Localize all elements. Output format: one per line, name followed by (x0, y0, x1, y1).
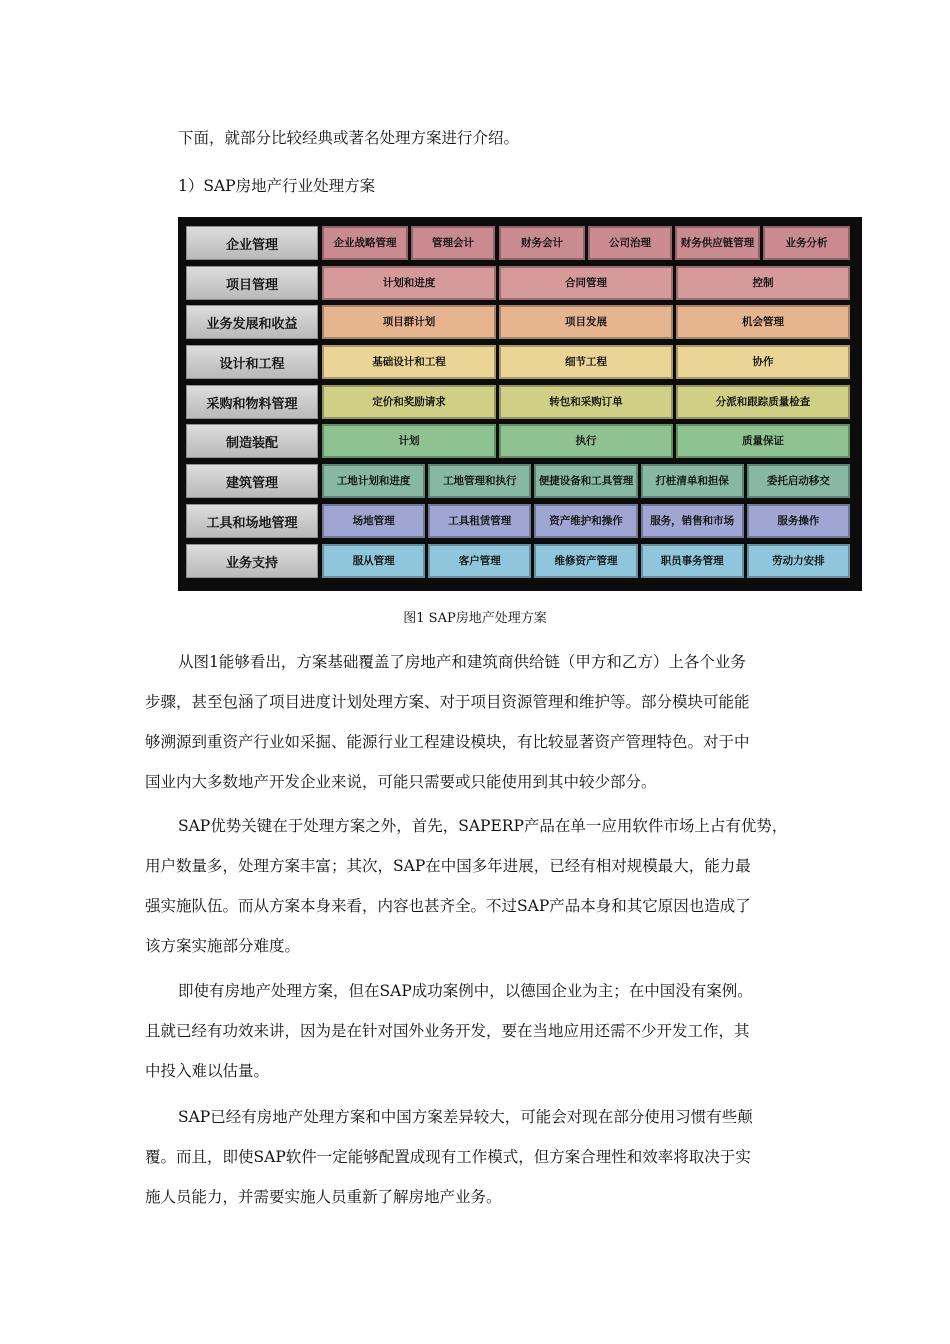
category-label: 制造装配 (186, 424, 318, 458)
solution-cell: 机会管理 (676, 305, 850, 339)
section-heading: 1）SAP房地产行业处理方案 (178, 177, 376, 195)
solution-cell: 财务供应链管理 (675, 226, 760, 260)
category-label: 项目管理 (186, 266, 318, 300)
paragraph-line: 强实施队伍。而从方案本身来看，内容也甚齐全。不过SAP产品本身和其它原因也造成了 (145, 897, 751, 915)
solution-cell: 质量保证 (676, 424, 850, 458)
intro-text: 下面，就部分比较经典或著名处理方案进行介绍。 (178, 129, 520, 147)
sap-solution-map-figure (178, 217, 862, 591)
solution-cell: 财务会计 (499, 226, 585, 260)
solution-cell: 企业战略管理 (322, 226, 408, 260)
solution-cell: 计划 (322, 424, 496, 458)
solution-cell: 项目群计划 (322, 305, 496, 339)
solution-cell: 定价和奖励请求 (322, 385, 496, 419)
solution-cell: 控制 (676, 266, 850, 300)
solution-cell: 场地管理 (322, 504, 425, 538)
paragraph-line: SAP优势关键在于处理方案之外，首先，SAPERP产品在单一应用软件市场上占有优势， (178, 817, 788, 835)
category-label: 企业管理 (186, 226, 318, 260)
solution-cell: 分派和跟踪质量检查 (676, 385, 850, 419)
paragraph-2 (145, 815, 810, 975)
paragraph-line: SAP已经有房地产处理方案和中国方案差异较大，可能会对现在部分使用习惯有些颠 (178, 1108, 753, 1126)
paragraph-line: 即使有房地产处理方案，但在SAP成功案例中，以德国企业为主；在中国没有案例。 (178, 982, 753, 1000)
solution-cell: 资产维护和操作 (534, 504, 637, 538)
paragraph-line: 从图1能够看出，方案基础覆盖了房地产和建筑商供给链（甲方和乙方）上各个业务 (178, 653, 746, 671)
solution-cell: 执行 (499, 424, 673, 458)
solution-cell: 工具租赁管理 (428, 504, 531, 538)
paragraph-4 (145, 1106, 810, 1226)
solution-cell: 工地管理和执行 (428, 464, 531, 498)
solution-cell: 维修资产管理 (534, 544, 637, 578)
solution-cell: 职员事务管理 (641, 544, 744, 578)
solution-cell: 便捷设备和工具管理 (534, 464, 637, 498)
figure-caption: 图1 SAP房地产处理方案 (403, 611, 547, 626)
paragraph-1 (145, 651, 810, 811)
paragraph-line: 覆。而且，即使SAP软件一定能够配置成现有工作模式，但方案合理性和效率将取决于实 (145, 1148, 751, 1166)
paragraph-line: 够溯源到重资产行业如采掘、能源行业工程建设模块，有比较显著资产管理特色。对于中 (145, 733, 750, 751)
solution-map-grid (182, 221, 854, 583)
solution-cell: 业务分析 (763, 226, 850, 260)
category-label: 业务发展和收益 (186, 305, 318, 339)
solution-cell: 计划和进度 (322, 266, 496, 300)
solution-cell: 基础设计和工程 (322, 345, 496, 379)
category-label: 建筑管理 (186, 464, 318, 498)
category-label: 工具和场地管理 (186, 504, 318, 538)
solution-cell: 协作 (676, 345, 850, 379)
solution-cell: 项目发展 (499, 305, 673, 339)
paragraph-3 (145, 980, 810, 1100)
solution-cell: 委托启动移交 (747, 464, 850, 498)
solution-cell: 服从管理 (322, 544, 425, 578)
solution-cell: 细节工程 (499, 345, 673, 379)
category-label: 设计和工程 (186, 345, 318, 379)
solution-cell: 服务操作 (747, 504, 850, 538)
solution-cell: 公司治理 (588, 226, 672, 260)
paragraph-line: 步骤，甚至包涵了项目进度计划处理方案、对于项目资源管理和维护等。部分模块可能能 (145, 693, 750, 711)
solution-cell: 转包和采购订单 (499, 385, 673, 419)
paragraph-line: 该方案实施部分难度。 (145, 937, 301, 955)
paragraph-line: 国业内大多数地产开发企业来说，可能只需要或只能使用到其中较少部分。 (145, 773, 657, 791)
solution-cell: 工地计划和进度 (322, 464, 425, 498)
paragraph-line: 且就已经有功效来讲，因为是在针对国外业务开发，要在当地应用还需不少开发工作，其 (145, 1022, 750, 1040)
category-label: 业务支持 (186, 544, 318, 578)
paragraph-line: 施人员能力，并需要实施人员重新了解房地产业务。 (145, 1188, 502, 1206)
solution-cell: 合同管理 (499, 266, 673, 300)
paragraph-line: 中投入难以估量。 (145, 1062, 270, 1080)
solution-cell: 服务，销售和市场 (641, 504, 744, 538)
category-label: 采购和物料管理 (186, 385, 318, 419)
solution-cell: 管理会计 (411, 226, 495, 260)
solution-cell: 客户管理 (428, 544, 531, 578)
paragraph-line: 用户数量多，处理方案丰富；其次，SAP在中国多年进展，已经有相对规模最大，能力最 (145, 857, 751, 875)
solution-cell: 劳动力安排 (747, 544, 850, 578)
solution-cell: 打桩清单和担保 (641, 464, 744, 498)
